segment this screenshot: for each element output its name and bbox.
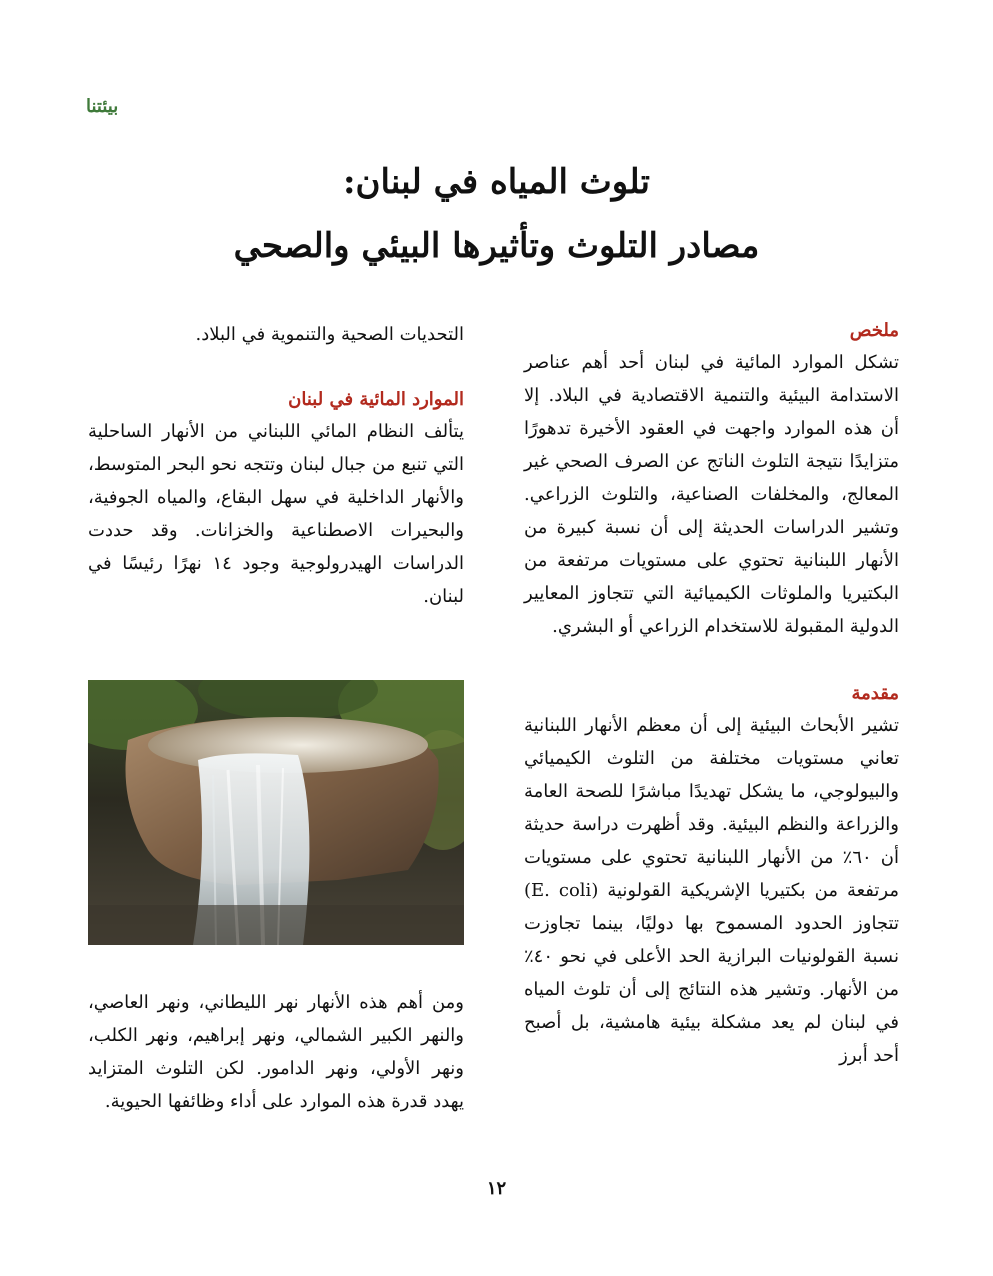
- summary-paragraph: تشكل الموارد المائية في لبنان أحد أهم عناصر الاستدامة البيئية والتنمية الاقتصادية في البلاد. إلا أن هذه الموارد واجهت في العقود الأخيرة تدهورًا متزايدًا نتيجة التلوث الناتج عن الصرف الصحي غير المعالج، والمخلفات الصناعية، والتلوث الزراعي. وتشير الدراسات الحديثة إلى أن نسبة كبيرة من الأنهار اللبنانية تحتوي على مستويات مرتفعة من البكتيريا والملوثات الكيميائية التي تتجاوز المعايير الدولية المقبولة للاستخدام الزراعي أو البشري.: [524, 352, 899, 637]
- article-title: [0, 150, 993, 278]
- rivers-paragraph: ومن أهم هذه الأنهار نهر الليطاني، ونهر العاصي، والنهر الكبير الشمالي، ونهر إبراهيم، ونهر الكلب، ونهر الأولي، ونهر الدامور. لكن التلوث المتزايد يهدد قدرة هذه الموارد على أداء وظائفها الحيوية.: [88, 992, 464, 1112]
- title-line-2: مصادر التلوث وتأثيرها البيئي والصحي: [233, 226, 760, 266]
- running-head: بيئتنا: [86, 96, 119, 117]
- water-resources-heading: الموارد المائية في لبنان: [288, 389, 464, 410]
- introduction-heading: مقدمة: [851, 683, 899, 704]
- waterfall-photo: [88, 680, 464, 945]
- continuation-paragraph: التحديات الصحية والتنموية في البلاد.: [195, 324, 464, 345]
- introduction-paragraph: تشير الأبحاث البيئية إلى أن معظم الأنهار اللبنانية تعاني مستويات مختلفة من التلوث الكيميائي والبيولوجي، ما يشكل تهديدًا مباشرًا للصحة العامة والزراعة والنظم البيئية. وقد أظهرت دراسة حديثة أن ٦٠٪ من الأنهار اللبنانية تحتوي على مستويات مرتفعة من بكتيريا الإشريكية القولونية (E. coli) تتجاوز الحدود المسموح بها دوليًا، بينما تجاوزت نسبة القولونيات البرازية الحد الأعلى في نحو ٤٠٪ من الأنهار. وتشير هذه النتائج إلى أن تلوث المياه في لبنان لم يعد مشكلة بيئية هامشية، بل أصبح أحد أبرز: [524, 715, 899, 1066]
- left-column-top: [88, 318, 464, 613]
- page-number: ١٢: [486, 1178, 507, 1199]
- left-column-bottom: [88, 986, 464, 1118]
- water-resources-paragraph: يتألف النظام المائي اللبناني من الأنهار الساحلية التي تنبع من جبال لبنان وتتجه نحو البحر المتوسط، والأنهار الداخلية في سهل البقاع، والمياه الجوفية، والبحيرات الاصطناعية والخزانات. وقد حددت الدراسات الهيدرولوجية وجود ١٤ نهرًا رئيسًا في لبنان.: [88, 421, 464, 607]
- title-line-1: تلوث المياه في لبنان:: [342, 162, 651, 202]
- summary-heading: ملخص: [849, 320, 899, 341]
- right-column: [524, 316, 899, 1072]
